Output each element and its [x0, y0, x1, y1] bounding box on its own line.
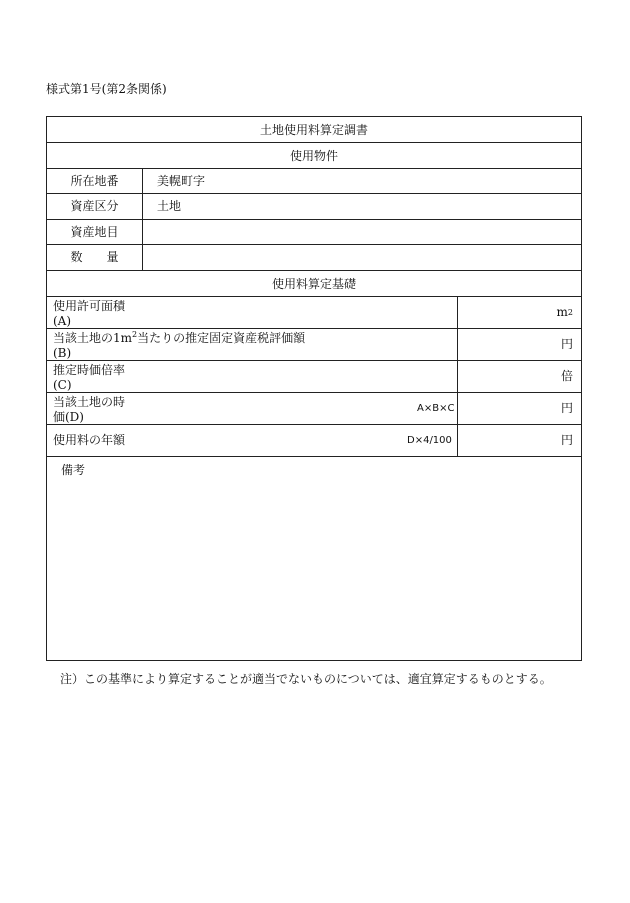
basis-unit: m 2: [556, 305, 573, 319]
basis-row: [47, 425, 581, 457]
calculation-sheet: [46, 116, 582, 661]
basis-formula: A×B×C: [417, 403, 455, 414]
document-title: 土地使用料算定調書: [259, 123, 368, 137]
basis-heading-row: [47, 271, 581, 297]
basis-row: [47, 329, 581, 361]
basis-unit: 円: [560, 433, 573, 447]
basis-label: 当該土地の時 価(D): [53, 395, 126, 424]
basis-heading: 使用料算定基礎: [271, 277, 356, 291]
basis-unit: 円: [560, 401, 573, 415]
property-label: 数 量: [70, 250, 119, 264]
basis-row: [47, 361, 581, 393]
basis-formula: D×4/100: [407, 435, 452, 446]
basis-label: 使用許可面積 (A): [53, 299, 126, 328]
property-row: [47, 245, 581, 271]
property-row: [47, 220, 581, 245]
property-label: 資産区分: [70, 199, 119, 213]
property-value: 土地: [157, 199, 182, 213]
property-label: 資産地目: [70, 224, 119, 239]
basis-label: 当該土地の$1m^2$当たりの推定固定資産税評価額 (B): [53, 330, 306, 360]
property-row: [47, 169, 581, 194]
footnote: 注）この基準により算定することが適当でないものについては、適宜算定するものとする。: [60, 672, 552, 686]
property-row: [47, 194, 581, 220]
basis-row: [47, 297, 581, 329]
property-value: 美幌町字: [157, 173, 206, 188]
title-row: [47, 117, 581, 143]
basis-unit: 倍: [560, 369, 573, 383]
property-heading-row: [47, 143, 581, 169]
basis-row: [47, 393, 581, 425]
property-heading: 使用物件: [289, 149, 338, 163]
basis-label: 推定時価倍率 (C): [53, 363, 126, 392]
form-id: 様式第1号(第2条関係): [46, 82, 167, 96]
property-label: 所在地番: [70, 173, 119, 188]
basis-unit: 円: [560, 337, 573, 351]
basis-label: 使用料の年額: [53, 433, 126, 447]
remarks-label: 備考: [61, 463, 86, 477]
